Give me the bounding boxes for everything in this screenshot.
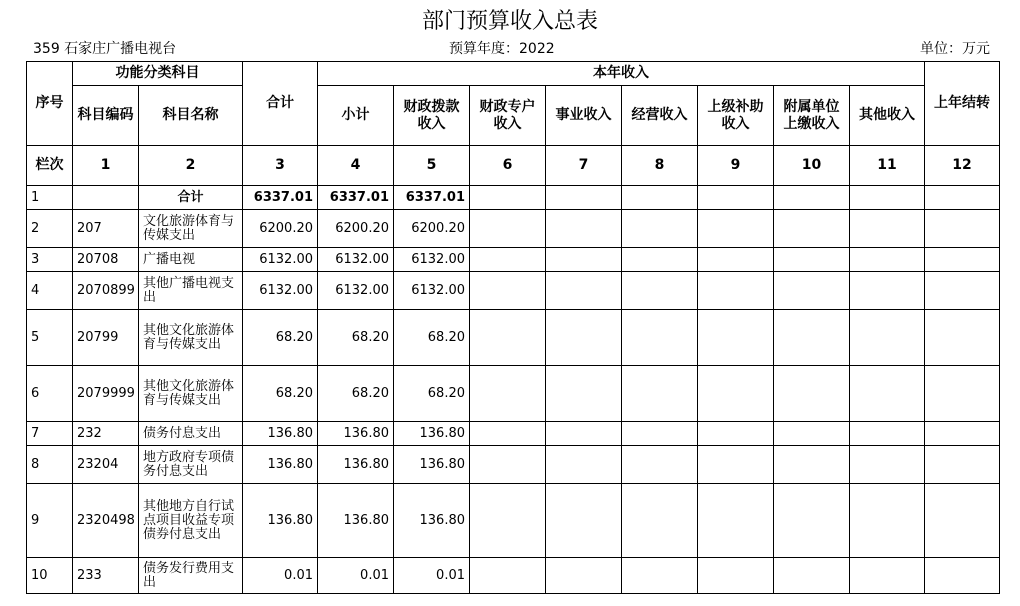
column-index: 11 [850, 146, 925, 186]
header-seq: 序号 [27, 62, 73, 146]
seq-cell: 9 [27, 484, 73, 558]
empty-cell [546, 248, 622, 272]
name-cell: 其他地方自行试点项目收益专项债券付息支出 [139, 484, 243, 558]
empty-cell [698, 558, 774, 594]
empty-cell [698, 446, 774, 484]
fiscal-cell: 68.20 [394, 366, 470, 422]
fiscal-cell: 6132.00 [394, 248, 470, 272]
header-col: 财政专户 收入 [470, 86, 546, 146]
header-last-year: 上年结转 [925, 62, 1000, 146]
fiscal-cell: 136.80 [394, 422, 470, 446]
code-cell: 207 [73, 210, 139, 248]
empty-cell [925, 484, 1000, 558]
header-name: 科目名称 [139, 86, 243, 146]
budget-year-label: 预算年度：2022 [449, 41, 555, 57]
header-col: 经营收入 [622, 86, 698, 146]
name-cell: 其他文化旅游体育与传媒支出 [139, 310, 243, 366]
seq-cell: 7 [27, 422, 73, 446]
table-row [27, 446, 1000, 484]
empty-cell [774, 446, 850, 484]
header-col: 其他收入 [850, 86, 925, 146]
empty-cell [925, 248, 1000, 272]
empty-cell [925, 210, 1000, 248]
empty-cell [774, 210, 850, 248]
header-col: 上级补助收入 [698, 86, 774, 146]
empty-cell [850, 210, 925, 248]
code-cell: 23204 [73, 446, 139, 484]
empty-cell [925, 272, 1000, 310]
empty-cell [925, 186, 1000, 210]
subtotal-cell: 68.20 [318, 310, 394, 366]
header-subtotal: 小计 [318, 86, 394, 146]
empty-cell [470, 446, 546, 484]
seq-cell: 2 [27, 210, 73, 248]
name-cell: 地方政府专项债务付息支出 [139, 446, 243, 484]
empty-cell [546, 446, 622, 484]
code-cell: 2320498 [73, 484, 139, 558]
table-row [27, 272, 1000, 310]
name-cell: 文化旅游体育与传媒支出 [139, 210, 243, 248]
empty-cell [470, 310, 546, 366]
empty-cell [622, 248, 698, 272]
table-row [27, 422, 1000, 446]
empty-cell [622, 186, 698, 210]
subtotal-cell: 68.20 [318, 366, 394, 422]
column-index: 3 [243, 146, 318, 186]
column-index: 5 [394, 146, 470, 186]
empty-cell [774, 248, 850, 272]
empty-cell [698, 310, 774, 366]
table-row [27, 210, 1000, 248]
empty-cell [470, 186, 546, 210]
empty-cell [622, 366, 698, 422]
header-func-group: 功能分类科目 [73, 62, 243, 86]
total-cell: 6200.20 [243, 210, 318, 248]
column-index: 2 [139, 146, 243, 186]
table-row [27, 484, 1000, 558]
subtotal-cell: 136.80 [318, 484, 394, 558]
empty-cell [622, 310, 698, 366]
empty-cell [925, 422, 1000, 446]
name-cell: 其他广播电视支出 [139, 272, 243, 310]
empty-cell [546, 310, 622, 366]
empty-cell [774, 484, 850, 558]
empty-cell [546, 366, 622, 422]
fiscal-cell: 6200.20 [394, 210, 470, 248]
total-cell: 0.01 [243, 558, 318, 594]
empty-cell [774, 186, 850, 210]
column-index: 12 [925, 146, 1000, 186]
empty-cell [850, 248, 925, 272]
header-col: 事业收入 [546, 86, 622, 146]
code-cell: 2070899 [73, 272, 139, 310]
subtotal-cell: 136.80 [318, 446, 394, 484]
empty-cell [925, 310, 1000, 366]
fiscal-cell: 136.80 [394, 484, 470, 558]
empty-cell [470, 558, 546, 594]
seq-cell: 6 [27, 366, 73, 422]
empty-cell [774, 310, 850, 366]
empty-cell [925, 558, 1000, 594]
column-index: 9 [698, 146, 774, 186]
header-code: 科目编码 [73, 86, 139, 146]
name-cell: 债务付息支出 [139, 422, 243, 446]
empty-cell [698, 272, 774, 310]
budget-income-table [26, 61, 1000, 594]
column-index-row [27, 146, 1000, 186]
code-cell: 20708 [73, 248, 139, 272]
fiscal-cell: 6132.00 [394, 272, 470, 310]
empty-cell [698, 484, 774, 558]
empty-cell [850, 422, 925, 446]
empty-cell [546, 210, 622, 248]
empty-cell [698, 248, 774, 272]
total-cell: 136.80 [243, 484, 318, 558]
name-cell: 广播电视 [139, 248, 243, 272]
seq-cell: 1 [27, 186, 73, 210]
column-index: 6 [470, 146, 546, 186]
empty-cell [470, 272, 546, 310]
code-cell: 2079999 [73, 366, 139, 422]
code-cell: 232 [73, 422, 139, 446]
empty-cell [546, 186, 622, 210]
empty-cell [470, 422, 546, 446]
header-total: 合计 [243, 62, 318, 146]
total-cell: 68.20 [243, 310, 318, 366]
empty-cell [622, 210, 698, 248]
empty-cell [698, 422, 774, 446]
total-cell: 136.80 [243, 446, 318, 484]
subtotal-cell: 6337.01 [318, 186, 394, 210]
subtotal-cell: 6132.00 [318, 248, 394, 272]
subtotal-cell: 6200.20 [318, 210, 394, 248]
seq-cell: 5 [27, 310, 73, 366]
seq-cell: 8 [27, 446, 73, 484]
fiscal-cell: 68.20 [394, 310, 470, 366]
column-index: 10 [774, 146, 850, 186]
name-cell: 合计 [139, 186, 243, 210]
empty-cell [470, 248, 546, 272]
code-cell: 20799 [73, 310, 139, 366]
empty-cell [850, 366, 925, 422]
empty-cell [622, 446, 698, 484]
fiscal-cell: 0.01 [394, 558, 470, 594]
seq-cell: 10 [27, 558, 73, 594]
name-cell: 其他文化旅游体育与传媒支出 [139, 366, 243, 422]
table-row [27, 366, 1000, 422]
organization-label: 359 石家庄广播电视台 [33, 41, 177, 57]
empty-cell [774, 366, 850, 422]
empty-cell [850, 558, 925, 594]
empty-cell [850, 310, 925, 366]
empty-cell [546, 272, 622, 310]
empty-cell [622, 272, 698, 310]
table-row [27, 558, 1000, 594]
total-cell: 68.20 [243, 366, 318, 422]
empty-cell [470, 366, 546, 422]
code-cell: 233 [73, 558, 139, 594]
empty-cell [470, 210, 546, 248]
table-row [27, 186, 1000, 210]
empty-cell [698, 186, 774, 210]
table-row [27, 310, 1000, 366]
fiscal-cell: 6337.01 [394, 186, 470, 210]
name-cell: 债务发行费用支出 [139, 558, 243, 594]
empty-cell [850, 272, 925, 310]
fiscal-cell: 136.80 [394, 446, 470, 484]
total-cell: 136.80 [243, 422, 318, 446]
empty-cell [774, 558, 850, 594]
empty-cell [698, 210, 774, 248]
column-index: 4 [318, 146, 394, 186]
subtotal-cell: 136.80 [318, 422, 394, 446]
empty-cell [622, 558, 698, 594]
code-cell [73, 186, 139, 210]
column-index-label: 栏次 [27, 146, 73, 186]
total-cell: 6132.00 [243, 248, 318, 272]
total-cell: 6132.00 [243, 272, 318, 310]
unit-label: 单位：万元 [920, 41, 990, 57]
empty-cell [774, 272, 850, 310]
column-index: 8 [622, 146, 698, 186]
empty-cell [622, 484, 698, 558]
empty-cell [850, 446, 925, 484]
column-index: 1 [73, 146, 139, 186]
empty-cell [622, 422, 698, 446]
subtotal-cell: 6132.00 [318, 272, 394, 310]
page-title: 部门预算收入总表 [421, 9, 598, 34]
total-cell: 6337.01 [243, 186, 318, 210]
header-col: 财政拨款 收入 [394, 86, 470, 146]
empty-cell [698, 366, 774, 422]
empty-cell [470, 484, 546, 558]
empty-cell [546, 422, 622, 446]
empty-cell [925, 366, 1000, 422]
seq-cell: 4 [27, 272, 73, 310]
header-col: 附属单位上缴收入 [774, 86, 850, 146]
column-index: 7 [546, 146, 622, 186]
empty-cell [850, 186, 925, 210]
table-row [27, 248, 1000, 272]
empty-cell [546, 558, 622, 594]
empty-cell [850, 484, 925, 558]
empty-cell [774, 422, 850, 446]
empty-cell [925, 446, 1000, 484]
subtotal-cell: 0.01 [318, 558, 394, 594]
empty-cell [546, 484, 622, 558]
seq-cell: 3 [27, 248, 73, 272]
header-current-year-group: 本年收入 [318, 62, 925, 86]
